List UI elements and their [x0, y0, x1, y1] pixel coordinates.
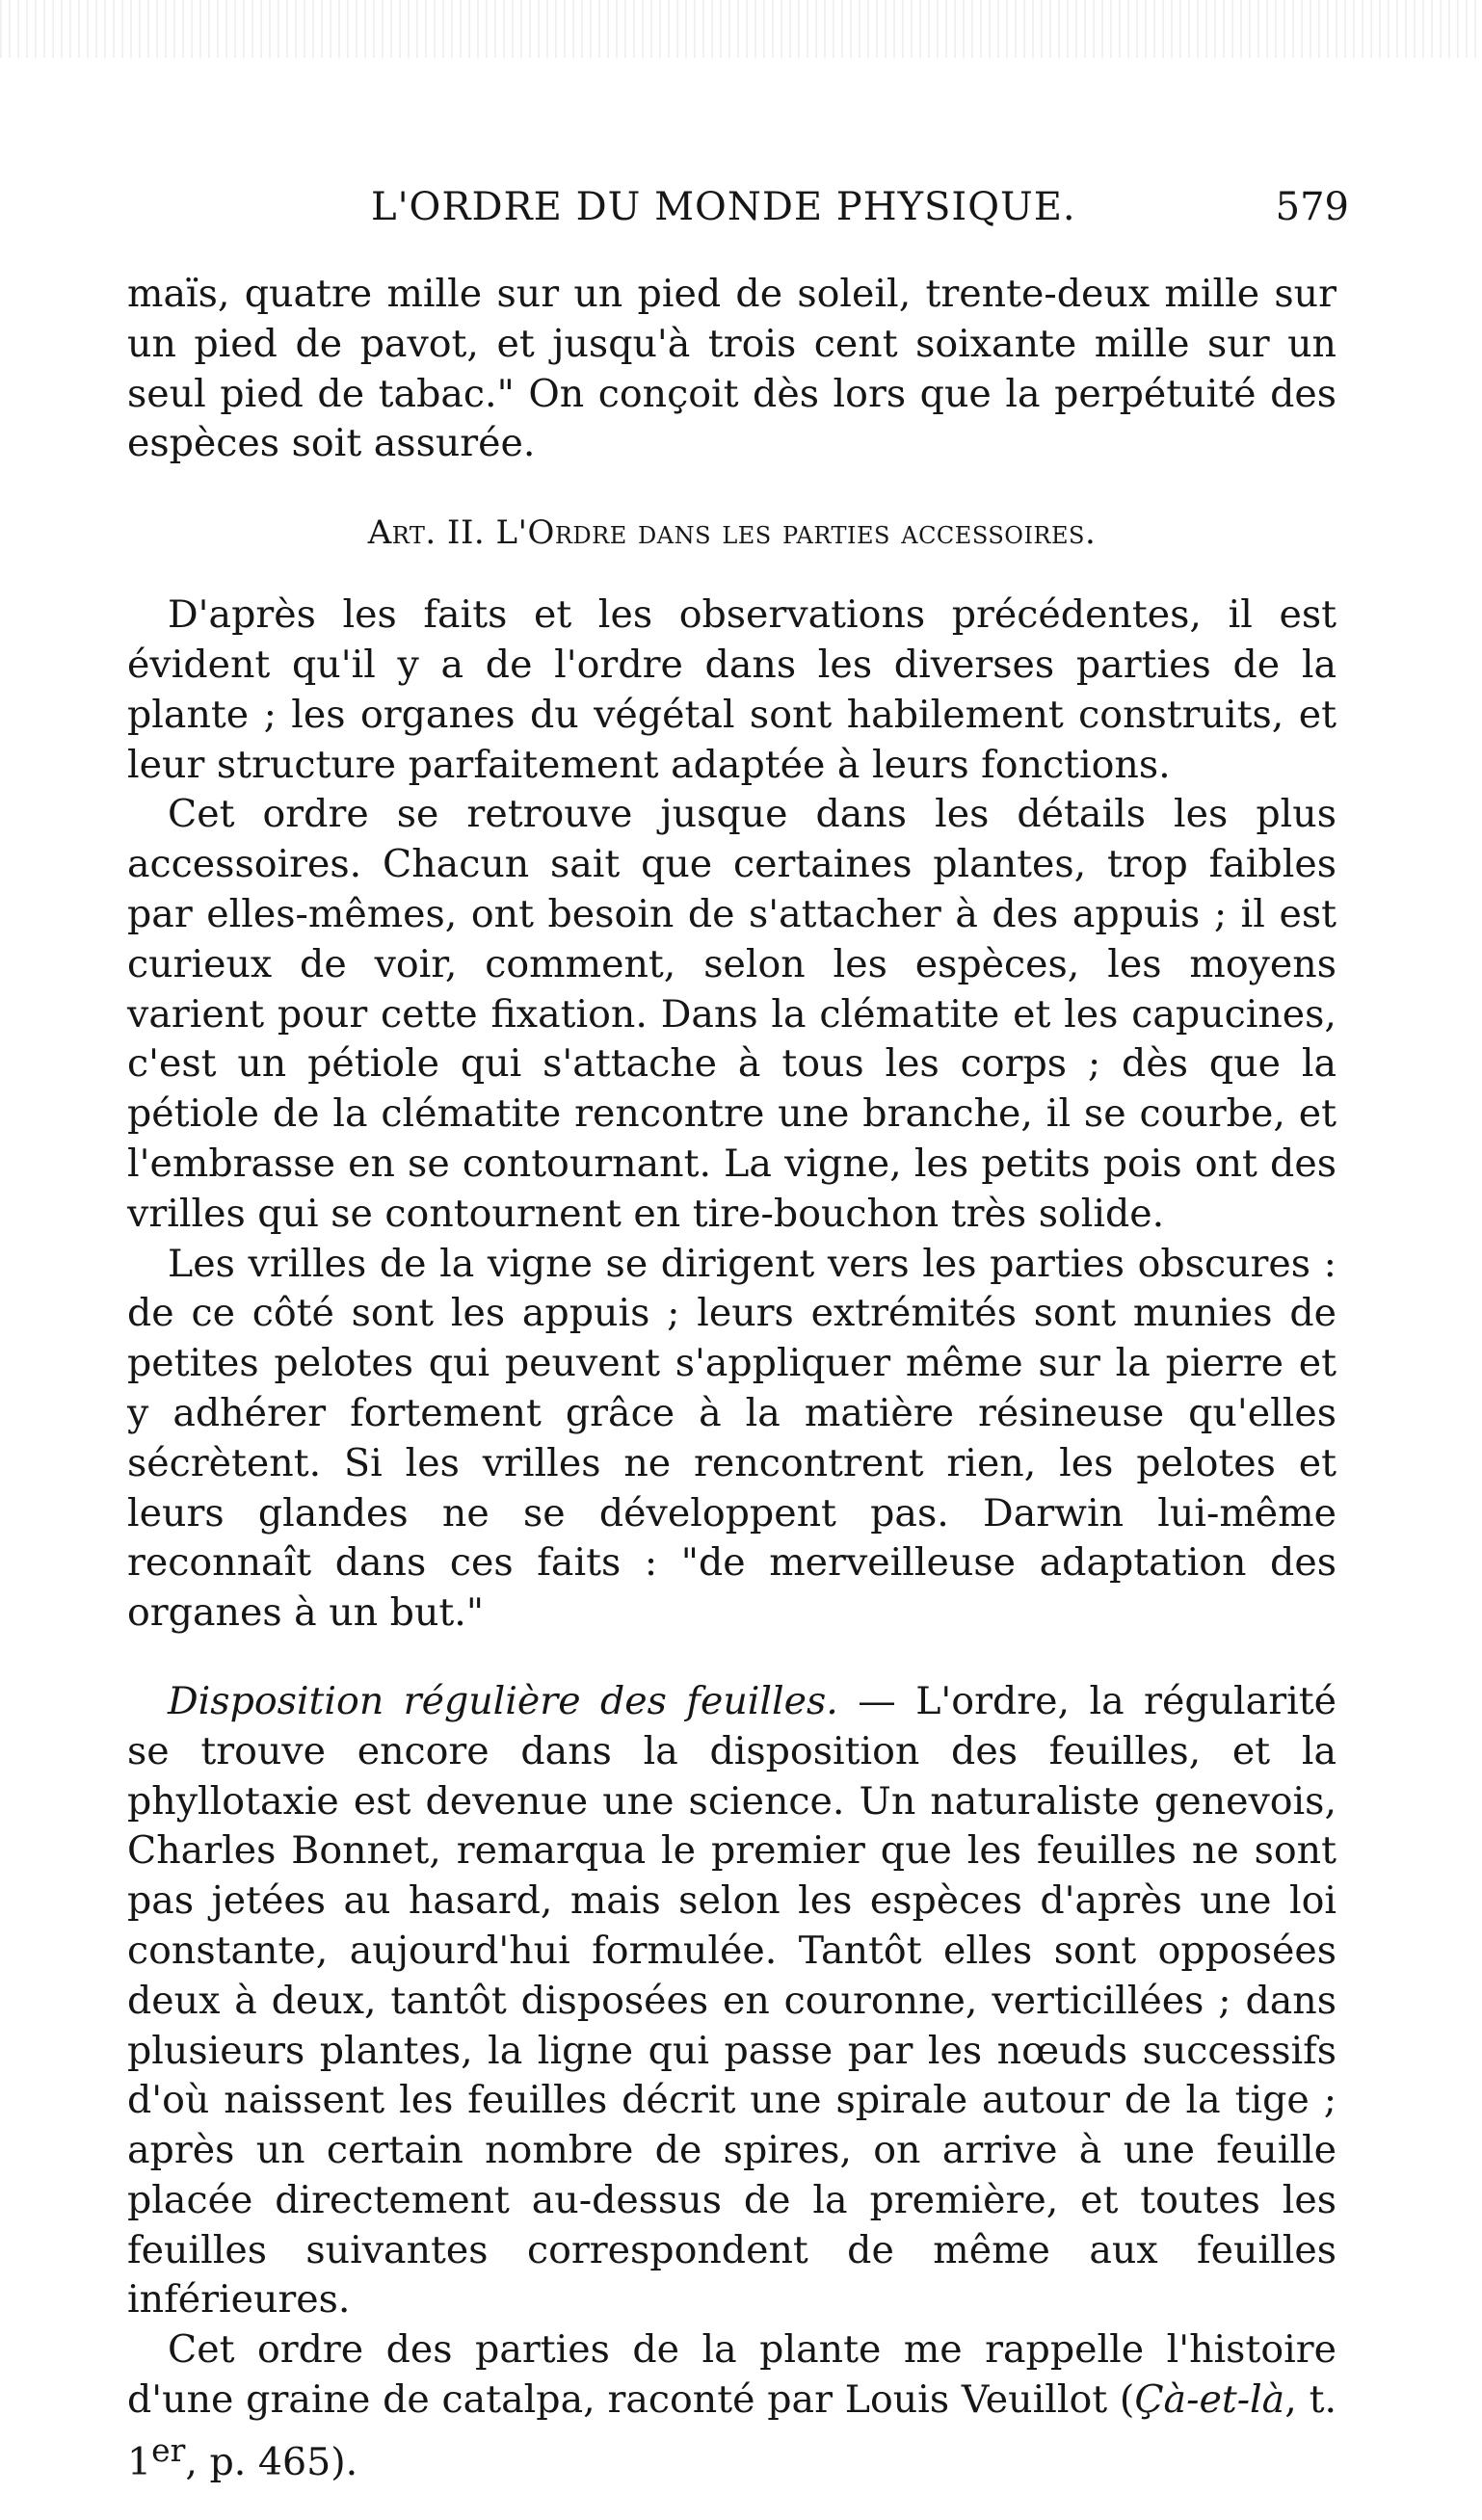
paragraph-gap: [127, 1639, 1336, 1677]
paragraph-catalpa: Cet ordre des parties de la plante me rappelle l'histoire d'une graine de catalpa, raconté par Louis Veuillot (Çà-et-là, t. 1er, p. 465).: [127, 2327, 1336, 2485]
scan-noise: [0, 0, 1482, 58]
book-title: Çà-et-là: [1134, 2377, 1285, 2423]
run-in-heading: Disposition régulière des feuilles.: [168, 1678, 838, 1723]
section-heading: Art. II. L'Ordre dans les parties accessoires.: [367, 513, 1097, 553]
paragraph: D'après les faits et les observations précédentes, il est évident qu'il y a de l'ordre dans les diverses parties de la plante ; les organes du végétal sont habilement construits, et leur structure parfaitement adaptée à leurs fonctions.: [127, 592, 1336, 787]
page-number: 579: [1275, 185, 1349, 229]
paragraph-leaf-disposition: Disposition régulière des feuilles. — L'ordre, la régularité se trouve encore dans la disposition des feuilles, et la phyllotaxie est devenue une science. Un naturaliste genevois, Charles Bonnet, remarqua le premier que les feuilles ne sont pas jetées au hasard, mais selon les espèces d'après une loi constante, aujourd'hui formulée. Tantôt elles sont opposées deux à deux, tantôt disposées en couronne, verticillées ; dans plusieurs plantes, la ligne qui passe par les nœuds successifs d'où naissent les feuilles décrit une spirale autour de la tige ; après un certain nombre de spires, on arrive à une feuille placée directement au-dessus de la première, et toutes les feuilles suivantes correspondent de même aux feuilles inférieures.: [127, 1678, 1336, 2323]
paragraph: Cet ordre se retrouve jusque dans les détails les plus accessoires. Chacun sait que certaines plantes, trop faibles par elles-mêmes, ont besoin de s'attacher à des appuis ; il est curieux de voir, comment, selon les espèces, les moyens varient pour cette fixation. Dans la clématite et les capucines, c'est un pétiole qui s'attache à tous les corps ; dès que la pétiole de la clématite rencontre une branche, il se courbe, et l'embrasse en se contournant. La vigne, les petits pois ont des vrilles qui se contournent en tire-bouchon très solide.: [127, 792, 1336, 1236]
page-body: [127, 270, 1336, 2488]
page-header: [125, 185, 1349, 243]
running-title: L'ORDRE DU MONDE PHYSIQUE.: [371, 185, 1076, 229]
paragraph: Les vrilles de la vigne se dirigent vers les parties obscures : de ce côté sont les appuis ; leurs extrémités sont munies de petites pelotes qui peuvent s'appliquer même sur la pierre et y adhérer fortement grâce à la matière résineuse qu'elles sécrètent. Si les vrilles ne rencontrent rien, les pelotes et leurs glandes ne se développent pas. Darwin lui-même reconnaît dans ces faits : "de merveilleuse adaptation des organes à un but.": [127, 1241, 1336, 1636]
paragraph-continued: maïs, quatre mille sur un pied de soleil, trente-deux mille sur un pied de pavot, et jusqu'à trois cent soixante mille sur un seul pied de tabac." On conçoit dès lors que la perpétuité des espèces soit assurée.: [127, 272, 1336, 466]
